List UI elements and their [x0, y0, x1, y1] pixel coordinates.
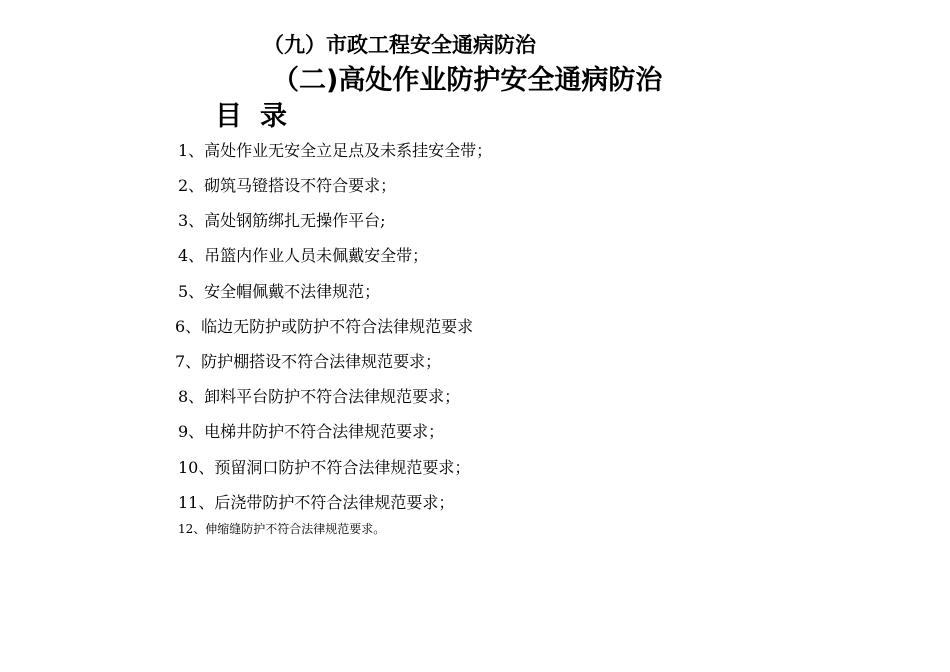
- toc-item: 3、高处钢筋绑扎无操作平台;: [178, 211, 386, 230]
- subsection-title: （二)高处作业防护安全通病防治: [272, 65, 663, 96]
- toc-item: 5、安全帽佩戴不法律规范；: [178, 282, 381, 301]
- toc-item: 1、高处作业无安全立足点及未系挂安全带；: [178, 141, 493, 160]
- toc-heading: 目录: [215, 101, 305, 132]
- toc-item: 7、防护棚搭设不符合法律规范要求；: [175, 352, 442, 371]
- toc-item: 4、吊篮内作业人员未佩戴安全带；: [178, 246, 429, 265]
- toc-item: 11、后浇带防护不符合法律规范要求；: [178, 493, 455, 512]
- toc-item: 9、电梯井防护不符合法律规范要求；: [178, 422, 445, 441]
- section-title: （九）市政工程安全通病防治: [263, 33, 536, 57]
- toc-item: 10、预留洞口防护不符合法律规范要求；: [178, 458, 471, 477]
- toc-item: 12、伸缩缝防护不符合法律规范要求。: [178, 522, 386, 536]
- toc-item: 6、临边无防护或防护不符合法律规范要求: [175, 317, 474, 336]
- toc-item: 8、卸料平台防护不符合法律规范要求；: [178, 387, 461, 406]
- toc-item: 2、砌筑马镫搭设不符合要求；: [178, 176, 397, 195]
